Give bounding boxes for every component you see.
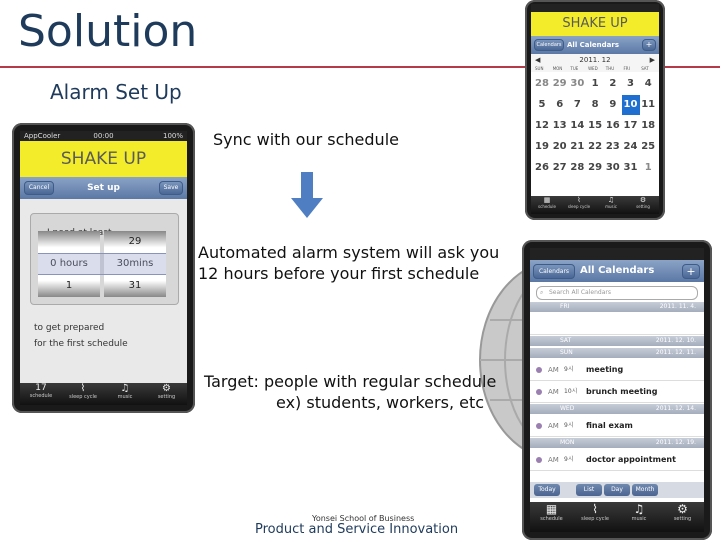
- day-name: MON: [560, 439, 575, 446]
- month-label: 2011. 12: [579, 56, 611, 64]
- tab-schedule[interactable]: [20, 383, 62, 405]
- search-icon: ⌕: [540, 289, 544, 296]
- day-view-button[interactable]: Day: [604, 484, 630, 496]
- calendar-day[interactable]: 12: [535, 120, 549, 131]
- next-month-button[interactable]: ▶: [649, 56, 655, 64]
- event-time: 9시: [564, 456, 574, 463]
- picker-selection-bar: [38, 253, 166, 275]
- tab-label: sleep cycle: [69, 394, 97, 400]
- event-row[interactable]: [530, 360, 704, 381]
- carrier-label: AppCooler: [24, 132, 61, 140]
- target-line-2: ex) students, workers, etc: [276, 393, 485, 412]
- list-screen: [530, 248, 704, 532]
- tab-label: schedule: [29, 393, 53, 399]
- event-row[interactable]: [530, 450, 704, 471]
- status-bar: [530, 248, 704, 260]
- calendar-day[interactable]: 5: [538, 99, 546, 110]
- status-time: 00:00: [93, 132, 114, 140]
- day-header: [530, 302, 704, 312]
- prep-label-1: to get prepared: [34, 323, 105, 333]
- footer-course: Product and Service Innovation: [255, 522, 459, 537]
- app-banner: SHAKE UP: [531, 12, 659, 36]
- tab-bar: [20, 383, 187, 405]
- tab-setting[interactable]: [661, 502, 704, 532]
- target-line-1: Target: people with regular schedule: [204, 372, 497, 391]
- gear-icon: ⚙: [162, 383, 171, 394]
- nav-title: All Calendars: [580, 265, 655, 276]
- calendar-day[interactable]: 1: [591, 78, 599, 89]
- nav-bar: [531, 36, 659, 54]
- event-am: AM: [548, 366, 559, 374]
- footer-school: Yonsei School of Business: [312, 514, 415, 523]
- day-date: 2011. 12. 14.: [655, 405, 696, 412]
- calendar-day[interactable]: 28: [570, 162, 585, 173]
- calendar-day[interactable]: 1: [644, 162, 652, 173]
- day-date: 2011. 12. 19.: [655, 439, 696, 446]
- calendar-day[interactable]: 30: [605, 162, 620, 173]
- event-row[interactable]: [530, 416, 704, 437]
- weekday-row: [531, 66, 659, 74]
- gear-icon: ⚙: [639, 196, 647, 204]
- day-header: [530, 404, 704, 414]
- day-name: SUN: [560, 349, 573, 356]
- hours-prev: [38, 231, 100, 253]
- calendar-day[interactable]: 28: [535, 78, 549, 89]
- tab-label: sleep cycle: [567, 204, 591, 209]
- weekday-label: THU: [605, 66, 615, 71]
- calendar-day[interactable]: 4: [644, 78, 652, 89]
- tab-label: music: [117, 394, 133, 400]
- calendars-button[interactable]: Calendars: [533, 264, 575, 279]
- day-date: 2011. 12. 11.: [655, 349, 696, 356]
- calendar-day[interactable]: 18: [641, 120, 656, 131]
- event-title: meeting: [586, 365, 624, 374]
- calendar-day[interactable]: 6: [556, 99, 564, 110]
- music-icon: ♫: [633, 502, 645, 516]
- day-date: 2011. 12. 10.: [655, 337, 696, 344]
- calendars-button[interactable]: Calendars: [534, 39, 564, 51]
- nav-title: Set up: [87, 183, 120, 193]
- down-arrow-icon: [291, 172, 323, 220]
- event-am: AM: [548, 422, 559, 430]
- nav-bar: [530, 260, 704, 282]
- app-banner: SHAKE UP: [20, 141, 187, 177]
- calendar-day[interactable]: 24: [623, 141, 638, 152]
- nav-bar: [20, 177, 187, 199]
- calendar-day[interactable]: 7: [573, 99, 581, 110]
- tab-label: setting: [636, 204, 650, 209]
- weekday-label: SAT: [641, 66, 649, 71]
- calendar-day[interactable]: 11: [641, 99, 656, 110]
- phone-list-screen: [522, 240, 712, 540]
- day-name: FRI: [560, 303, 570, 310]
- calendar-color-dot: [536, 389, 542, 395]
- day-date: 2011. 11. 4.: [659, 303, 696, 310]
- minutes-next: 31: [128, 280, 142, 291]
- event-title: final exam: [586, 421, 633, 430]
- prev-month-button[interactable]: ◀: [535, 56, 541, 64]
- pulse-icon: ⌇: [592, 502, 598, 516]
- phone-setup-screen: [12, 123, 195, 413]
- tab-label: sleep cycle: [581, 516, 609, 522]
- calendar-screen: [531, 4, 659, 214]
- calendar-day[interactable]: 17: [623, 120, 638, 131]
- calendar-day[interactable]: 31: [623, 162, 638, 173]
- view-toolbar: [530, 482, 704, 498]
- calendar-day[interactable]: 15: [588, 120, 603, 131]
- calendar-icon: ▦: [545, 502, 558, 516]
- calendar-day[interactable]: 29: [552, 78, 567, 89]
- pulse-icon: ⌇: [577, 196, 581, 204]
- save-button[interactable]: Save: [159, 181, 183, 195]
- tab-label: music: [605, 204, 617, 209]
- minutes-selected: 30mins: [116, 258, 154, 269]
- add-button[interactable]: +: [682, 264, 700, 279]
- prep-label-2: for the first schedule: [34, 339, 128, 349]
- search-placeholder: Search All Calendars: [549, 289, 611, 296]
- calendar-day[interactable]: 9: [609, 99, 617, 110]
- event-row[interactable]: [530, 382, 704, 403]
- calendar-day[interactable]: 21: [570, 141, 585, 152]
- day-header: [530, 348, 704, 358]
- tab-sleep-cycle[interactable]: [573, 502, 617, 532]
- slide-title: Solution: [18, 6, 198, 57]
- calendar-icon: ▦: [543, 196, 551, 204]
- calendar-day[interactable]: 26: [535, 162, 549, 173]
- gear-icon: ⚙: [677, 502, 688, 516]
- battery-label: 100%: [162, 132, 183, 140]
- tab-bar: [530, 502, 704, 532]
- hours-selected: 0 hours: [50, 258, 88, 269]
- calendar-day[interactable]: 27: [552, 162, 567, 173]
- tab-sleep-cycle[interactable]: [62, 383, 104, 405]
- minutes-prev: 29: [128, 236, 142, 247]
- tab-music[interactable]: [617, 502, 661, 532]
- weekday-label: SUN: [535, 66, 544, 71]
- weekday-label: MON: [552, 66, 563, 71]
- calendar-day[interactable]: 22: [588, 141, 603, 152]
- calendar-icon: 17: [35, 383, 47, 393]
- tab-sleep-cycle[interactable]: [563, 196, 595, 214]
- event-time: 10시: [564, 388, 578, 395]
- hours-next: 1: [65, 280, 73, 291]
- event-am: AM: [548, 388, 559, 396]
- tab-label: schedule: [538, 204, 556, 209]
- calendar-day[interactable]: 8: [591, 99, 599, 110]
- pulse-icon: ⌇: [80, 383, 86, 394]
- day-name: SAT: [560, 337, 572, 344]
- music-icon: ♫: [120, 383, 130, 394]
- calendar-day[interactable]: 29: [588, 162, 603, 173]
- today-button[interactable]: Today: [534, 484, 560, 496]
- event-am: AM: [548, 456, 559, 464]
- auto-line-1: Automated alarm system will ask you: [198, 243, 500, 262]
- search-input[interactable]: [536, 286, 698, 300]
- nav-title: All Calendars: [567, 41, 619, 49]
- phone-calendar-screen: [525, 0, 665, 220]
- tab-label: setting: [157, 394, 176, 400]
- list-view-button[interactable]: List: [576, 484, 602, 496]
- add-button[interactable]: +: [642, 39, 656, 51]
- calendar-day[interactable]: 23: [605, 141, 620, 152]
- calendar-color-dot: [536, 457, 542, 463]
- cancel-button[interactable]: Cancel: [24, 181, 54, 195]
- auto-line-2: 12 hours before your first schedule: [198, 264, 480, 283]
- calendar-day[interactable]: 19: [535, 141, 549, 152]
- event-title: brunch meeting: [586, 387, 658, 396]
- tab-setting[interactable]: [627, 196, 659, 214]
- calendar-color-dot: [536, 423, 542, 429]
- calendar-day[interactable]: 3: [627, 78, 634, 89]
- status-bar: [20, 131, 187, 141]
- calendar-day[interactable]: 10: [622, 95, 640, 115]
- sync-text: Sync with our schedule: [213, 130, 399, 149]
- tab-music[interactable]: [104, 383, 146, 405]
- status-bar: [531, 4, 659, 12]
- event-title: doctor appointment: [586, 455, 676, 464]
- picker-area: [20, 199, 187, 385]
- calendar-day[interactable]: 13: [552, 120, 567, 131]
- calendar-day[interactable]: 20: [552, 141, 567, 152]
- event-time: 9시: [564, 422, 574, 429]
- event-time: 9시: [564, 366, 574, 373]
- day-header: [530, 438, 704, 448]
- calendar-day[interactable]: 30: [570, 78, 585, 89]
- tab-label: schedule: [540, 516, 563, 522]
- tab-setting[interactable]: [146, 383, 187, 405]
- day-name: WED: [560, 405, 575, 412]
- weekday-label: FRI: [623, 66, 630, 71]
- month-view-button[interactable]: Month: [632, 484, 658, 496]
- music-icon: ♫: [607, 196, 615, 204]
- weekday-label: TUE: [570, 66, 579, 71]
- tab-bar: [531, 196, 659, 214]
- calendar-day[interactable]: 14: [570, 120, 585, 131]
- tab-music[interactable]: [595, 196, 627, 214]
- weekday-label: WED: [588, 66, 598, 71]
- calendar-color-dot: [536, 367, 542, 373]
- need-label: least: [89, 228, 112, 238]
- calendar-day[interactable]: 16: [605, 120, 620, 131]
- setup-screen: [20, 131, 187, 405]
- day-header: [530, 336, 704, 346]
- tab-label: setting: [673, 516, 692, 522]
- tab-schedule[interactable]: [531, 196, 563, 214]
- calendar-day[interactable]: 25: [641, 141, 656, 152]
- slide-subtitle: Alarm Set Up: [50, 80, 182, 104]
- tab-schedule[interactable]: [530, 502, 573, 532]
- calendar-day[interactable]: 2: [609, 78, 617, 89]
- event-row[interactable]: [530, 314, 704, 335]
- tab-label: music: [631, 516, 647, 522]
